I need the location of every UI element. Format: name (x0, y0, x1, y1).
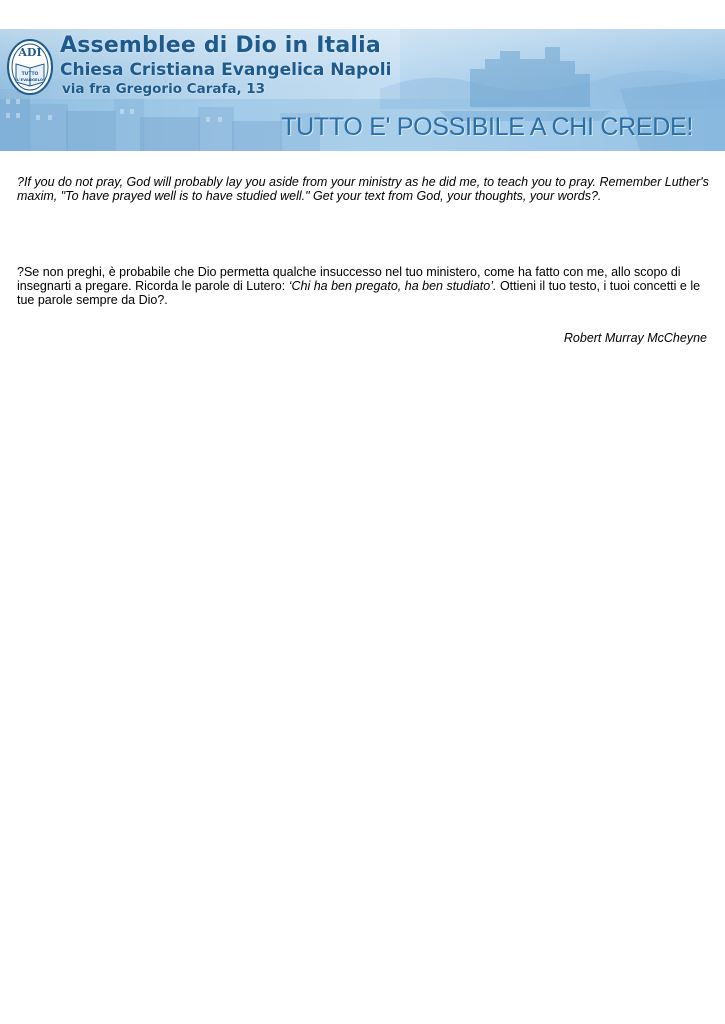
svg-text:ADI: ADI (18, 46, 42, 59)
quote-italian-part2: Ottieni il tuo testo, i tuoi concetti e le tue parole sempre da Dio?. (17, 279, 701, 307)
header-banner (0, 29, 725, 151)
adi-logo-icon (6, 38, 54, 96)
header-motto: TUTTO E' POSSIBILE A CHI CREDE! (281, 113, 693, 141)
header-title: Assemblee di Dio in Italia (60, 33, 381, 58)
quote-italian-luther-maxim: ‘Chi ha ben pregato, ha ben studiato’. (288, 279, 497, 293)
quote-author: Robert Murray McCheyne (563, 331, 707, 345)
quote-italian-part1: ?Se non preghi, è probabile che Dio permetta qualche insuccesso nel tuo ministero, come ha fatto con me, allo scopo di insegnarti a pregare. Ricorda le parole di Lutero: (17, 265, 681, 293)
quote-english: ?If you do not pray, God will probably lay you aside from your ministry as he did me, to teach you to pray. Remember Luther's maxim, "To have prayed well is to have studied well." Get your text from God, your thoughts, your words?. (17, 175, 709, 203)
svg-text:L'EVANGELO: L'EVANGELO (16, 77, 44, 82)
article-body (17, 175, 709, 345)
header-address: via fra Gregorio Carafa, 13 (62, 81, 266, 97)
quote-italian (17, 265, 709, 307)
svg-text:TUTTO: TUTTO (21, 72, 39, 77)
header-subtitle: Chiesa Cristiana Evangelica Napoli (60, 60, 392, 80)
